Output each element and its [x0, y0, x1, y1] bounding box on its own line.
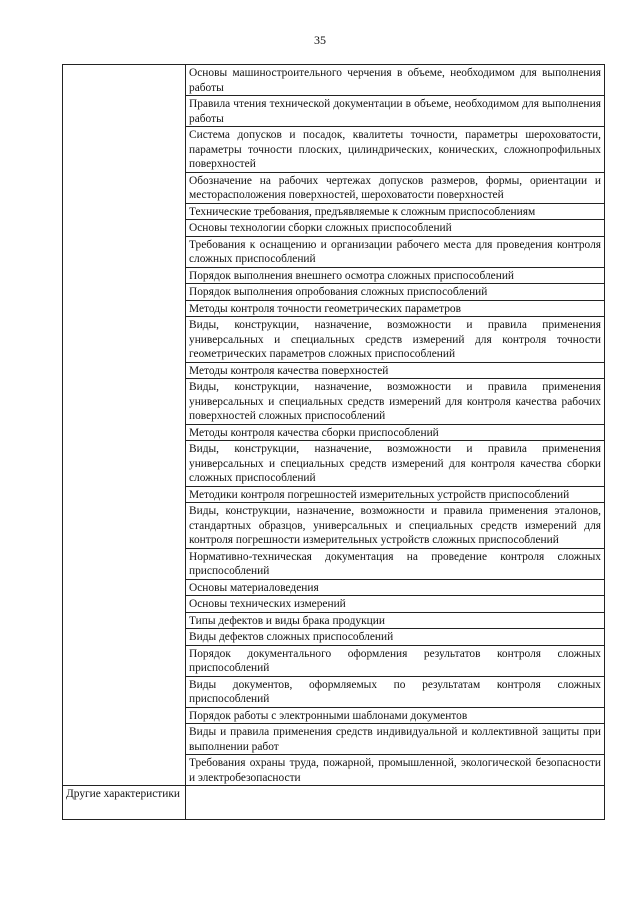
table-cell: Виды документов, оформляемых по результатам контроля сложных приспособлений — [186, 676, 605, 707]
table-cell: Основы технических измерений — [186, 596, 605, 613]
table-cell: Виды, конструкции, назначение, возможности и правила применения эталонов, стандартных образцов, универсальных и специальных средств измерений для контроля погрешности измерительных устройств сложных приспособлений — [186, 503, 605, 549]
table-cell: Виды дефектов сложных приспособлений — [186, 629, 605, 646]
table-cell: Виды и правила применения средств индивидуальной и коллективной защиты при выполнении работ — [186, 724, 605, 755]
table-cell: Основы материаловедения — [186, 579, 605, 596]
table-cell: Типы дефектов и виды брака продукции — [186, 612, 605, 629]
table-cell: Технические требования, предъявляемые к сложным приспособлениям — [186, 203, 605, 220]
table-cell: Порядок выполнения внешнего осмотра сложных приспособлений — [186, 267, 605, 284]
table-cell: Основы технологии сборки сложных приспособлений — [186, 220, 605, 237]
table-cell: Требования охраны труда, пожарной, промышленной, экологической безопасности и электробезопасности — [186, 755, 605, 786]
requirements-table — [62, 64, 605, 820]
table-cell: Правила чтения технической документации в объеме, необходимом для выполнения работы — [186, 96, 605, 127]
other-characteristics-text: Другие характеристики — [66, 788, 181, 800]
table-cell: Порядок выполнения опробования сложных приспособлений — [186, 284, 605, 301]
table-row — [63, 65, 605, 96]
page-number: 35 — [314, 33, 326, 47]
table-cell: Методики контроля погрешностей измерительных устройств приспособлений — [186, 486, 605, 503]
table-cell: Требования к оснащению и организации рабочего места для проведения контроля сложных приспособлений — [186, 236, 605, 267]
table-cell: Нормативно-техническая документация на проведение контроля сложных приспособлений — [186, 548, 605, 579]
table-cell: Система допусков и посадок, квалитеты точности, параметры шероховатости, параметры точности плоских, цилиндрических, конических, сложнопрофильных поверхностей — [186, 127, 605, 173]
table-cell: Порядок документального оформления результатов контроля сложных приспособлений — [186, 645, 605, 676]
table-cell: Порядок работы с электронными шаблонами документов — [186, 707, 605, 724]
knowledge-label-cell — [63, 65, 186, 786]
table-cell: Виды, конструкции, назначение, возможности и правила применения универсальных и специальных средств измерений для контроля качества рабочих поверхностей сложных приспособлений — [186, 379, 605, 425]
other-characteristics-value — [186, 786, 605, 820]
other-characteristics-label — [63, 786, 186, 820]
table-cell: Обозначение на рабочих чертежах допусков размеров, формы, ориентации и месторасположения поверхностей, шероховатости поверхностей — [186, 172, 605, 203]
table-cell: Виды, конструкции, назначение, возможности и правила применения универсальных и специальных средств измерений для контроля точности геометрических параметров сложных приспособлений — [186, 317, 605, 363]
table-cell: Методы контроля качества сборки приспособлений — [186, 424, 605, 441]
table-cell: Методы контроля качества поверхностей — [186, 362, 605, 379]
table-row — [63, 786, 605, 820]
table-cell: Виды, конструкции, назначение, возможности и правила применения универсальных и специальных средств измерений для контроля качества сборки сложных приспособлений — [186, 441, 605, 487]
table-cell: Методы контроля точности геометрических параметров — [186, 300, 605, 317]
table-cell: Основы машиностроительного черчения в объеме, необходимом для выполнения работы — [186, 65, 605, 96]
